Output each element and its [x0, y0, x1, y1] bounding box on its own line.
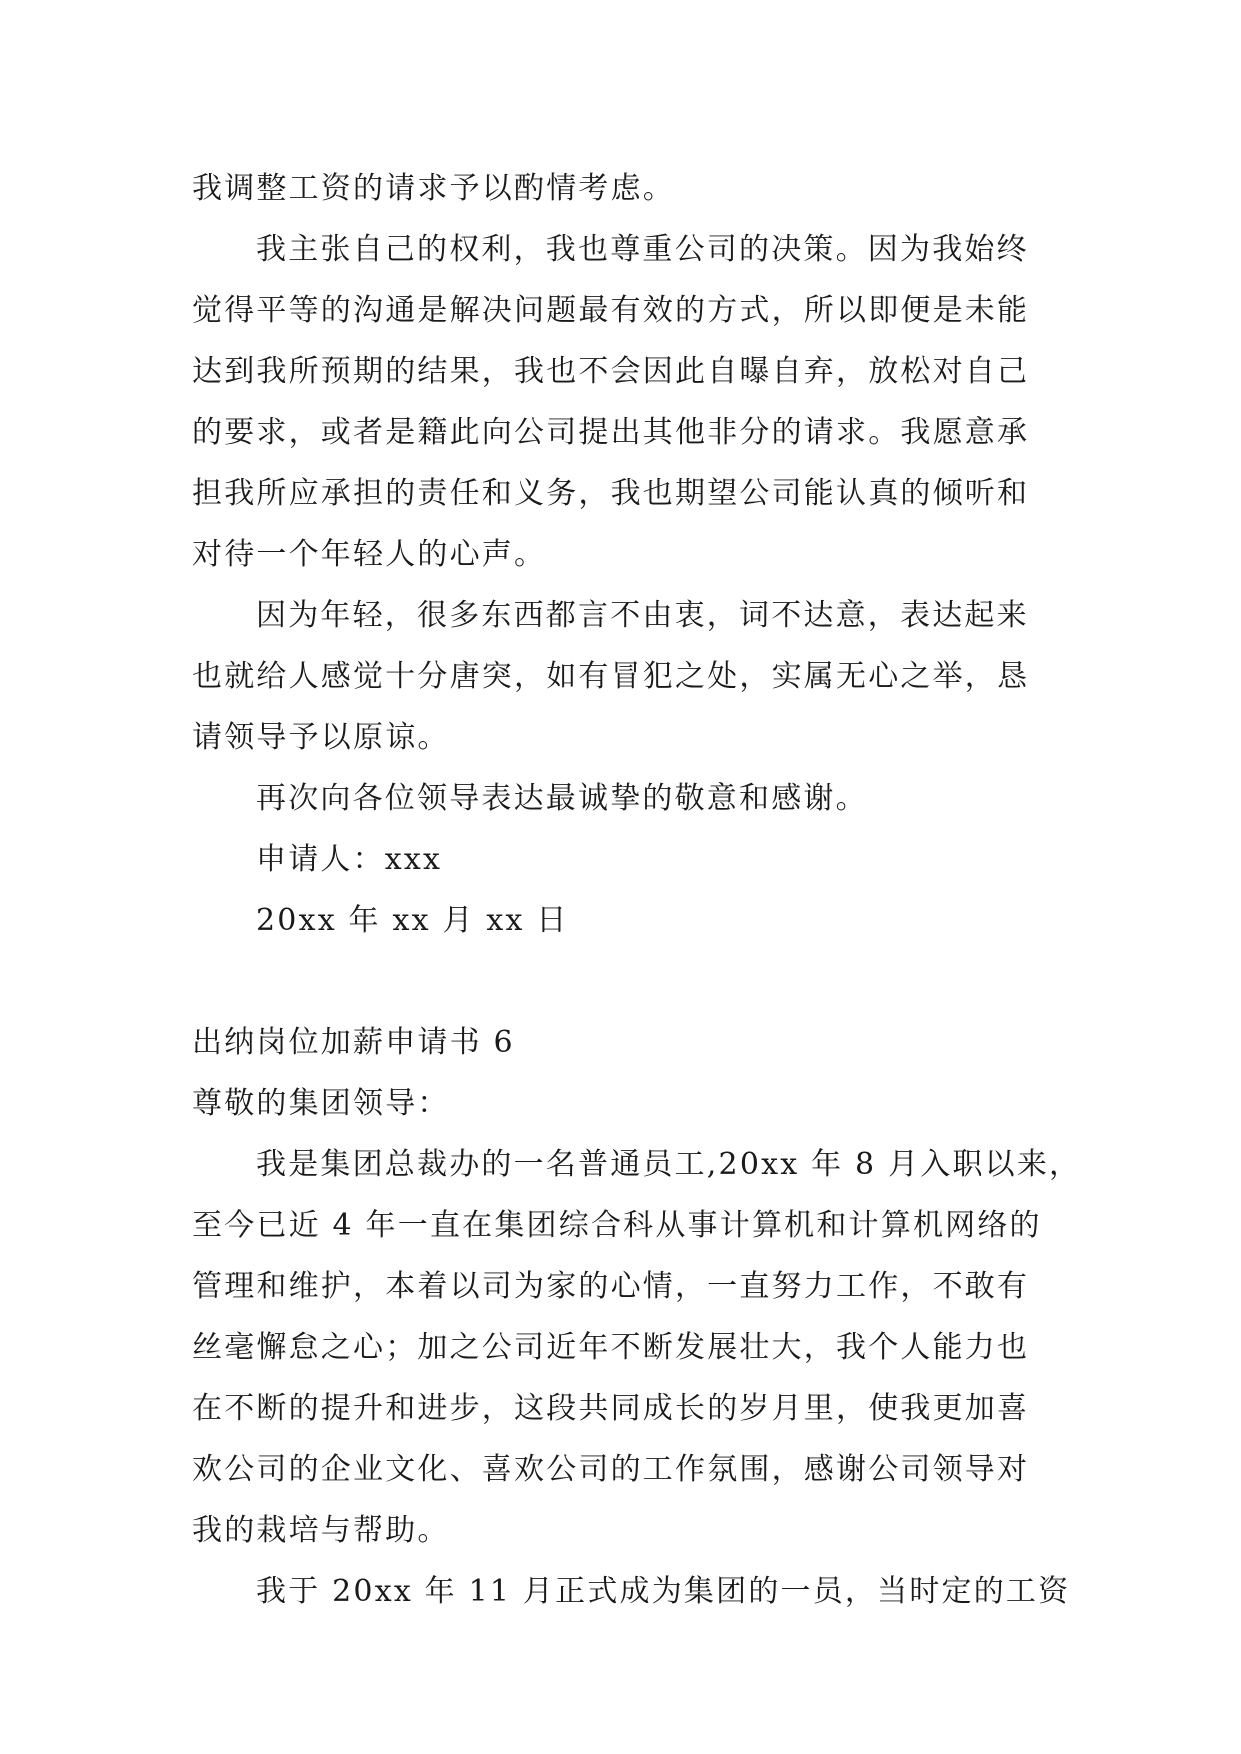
- paragraph-line: 担我所应承担的责任和义务，我也期望公司能认真的倾听和: [192, 476, 1030, 511]
- paragraph-line: 请领导予以原谅。: [192, 720, 450, 755]
- paragraph-line: 也就给人感觉十分唐突，如有冒犯之处，实属无心之举，恳: [192, 659, 1030, 694]
- spacer: [192, 951, 1052, 1012]
- paragraph-line: 我是集团总裁办的一名普通员工,20xx 年 8 月入职以来，: [256, 1147, 1082, 1182]
- paragraph-line: 因为年轻，很多东西都言不由衷，词不达意，表达起来: [256, 598, 1029, 633]
- paragraph-line: 我调整工资的请求予以酌情考虑。: [192, 171, 675, 206]
- paragraph-line: 欢公司的企业文化、喜欢公司的工作氛围，感谢公司领导对: [192, 1452, 1030, 1487]
- paragraph-line: 至今已近 4 年一直在集团综合科从事计算机和计算机网络的: [192, 1208, 1042, 1243]
- document-content: [192, 158, 1082, 1622]
- applicant-signature: 申请人：xxx: [256, 842, 443, 877]
- paragraph-line: 在不断的提升和进步，这段共同成长的岁月里，使我更加喜: [192, 1391, 1030, 1426]
- salutation: 尊敬的集团领导：: [192, 1086, 450, 1121]
- paragraph-line: 我于 20xx 年 11 月正式成为集团的一员，当时定的工资: [256, 1574, 1071, 1609]
- paragraph-line: 对待一个年轻人的心声。: [192, 537, 547, 572]
- date-line: 20xx 年 xx 月 xx 日: [256, 903, 569, 938]
- paragraph-line: 管理和维护，本着以司为家的心情，一直努力工作，不敢有: [192, 1269, 1030, 1304]
- paragraph-line: 达到我所预期的结果，我也不会因此自曝自弃，放松对自己: [192, 354, 1030, 389]
- paragraph-line: 的要求，或者是籍此向公司提出其他非分的请求。我愿意承: [192, 415, 1030, 450]
- section-title: 出纳岗位加薪申请书 6: [192, 1025, 515, 1060]
- paragraph-line: 觉得平等的沟通是解决问题最有效的方式，所以即便是未能: [192, 293, 1030, 328]
- closing-line: 再次向各位领导表达最诚挚的敬意和感谢。: [256, 781, 868, 816]
- paragraph-line: 我的栽培与帮助。: [192, 1513, 450, 1548]
- paragraph-line: 丝毫懈怠之心；加之公司近年不断发展壮大，我个人能力也: [192, 1330, 1030, 1365]
- paragraph-line: 我主张自己的权利，我也尊重公司的决策。因为我始终: [256, 232, 1029, 267]
